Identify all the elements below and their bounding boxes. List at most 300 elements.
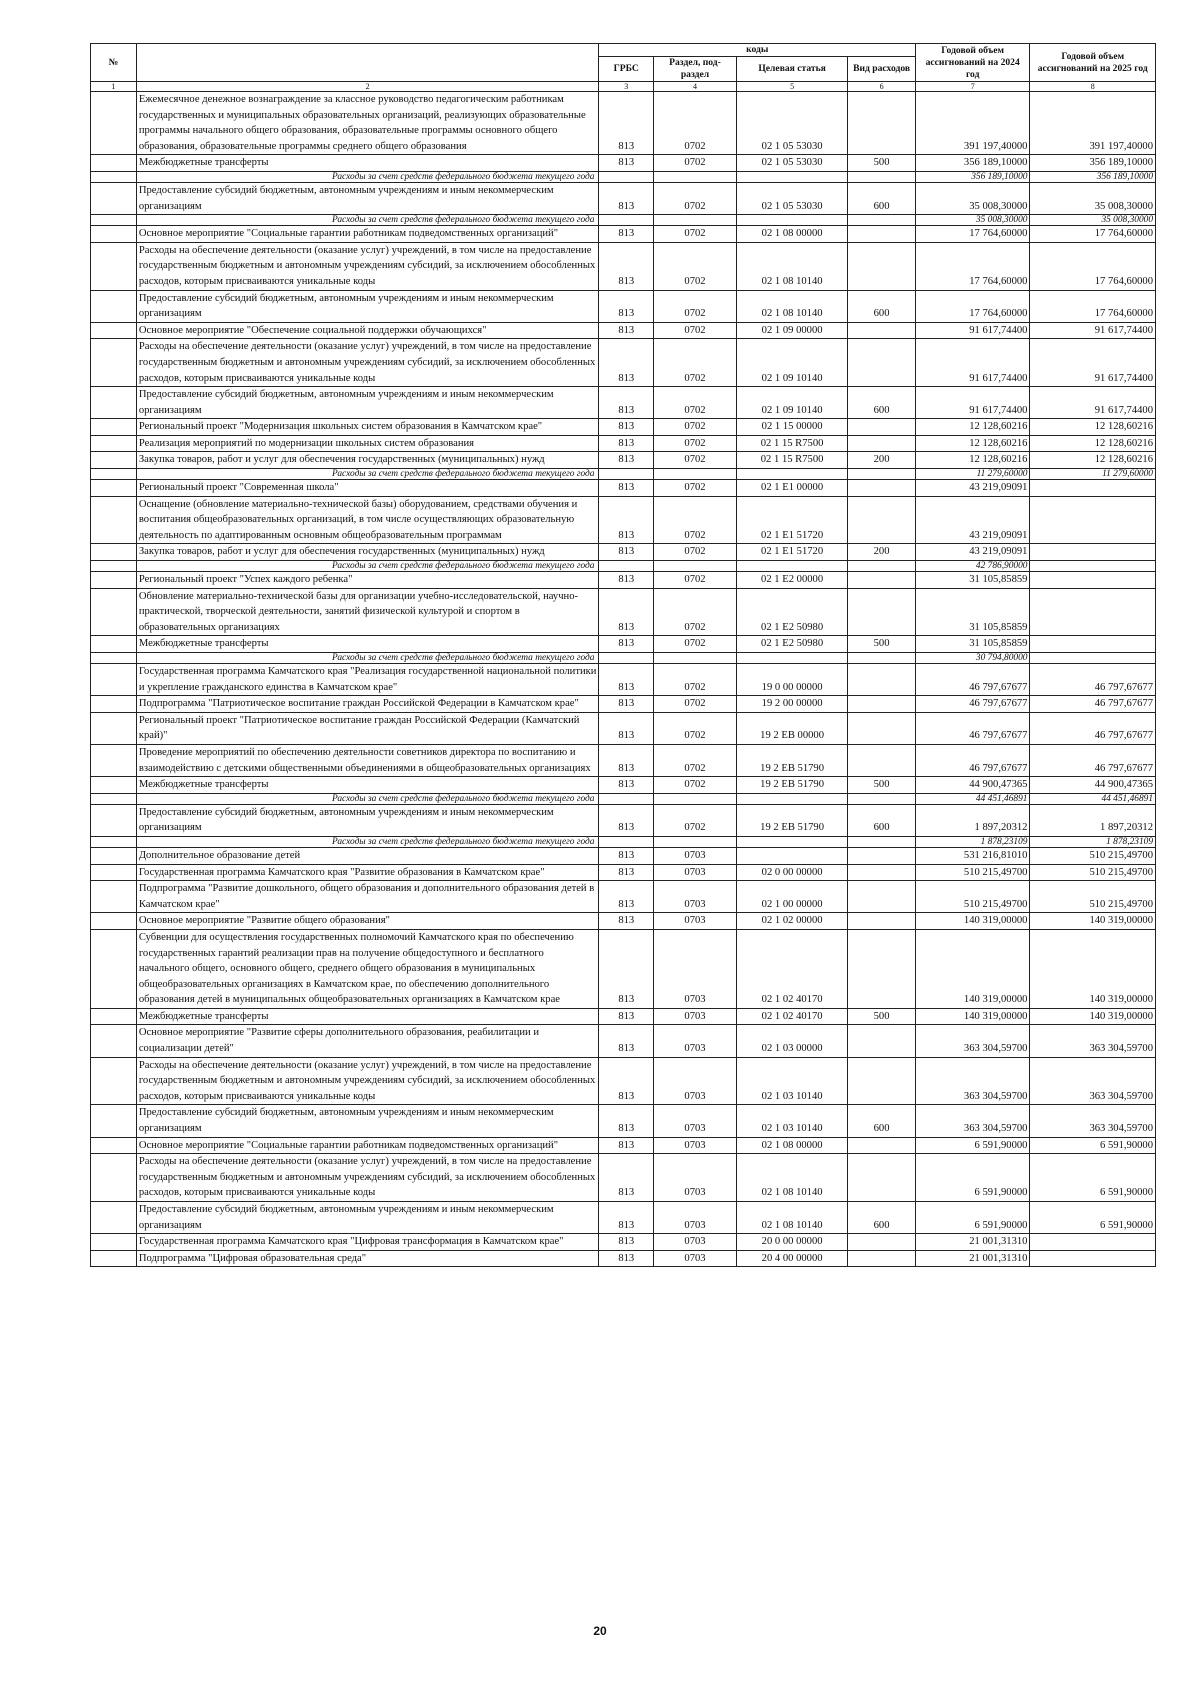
section-cell: 0703 xyxy=(654,864,737,881)
section-cell: 0702 xyxy=(654,480,737,497)
expense-type-cell: 200 xyxy=(848,452,916,469)
row-number-cell xyxy=(91,793,137,804)
target-item-cell: 02 1 08 10140 xyxy=(736,242,847,290)
section-cell: 0703 xyxy=(654,1057,737,1105)
grbs-cell xyxy=(599,653,654,664)
allocation-2024-cell: 17 764,60000 xyxy=(915,290,1030,322)
table-row xyxy=(91,1202,1156,1234)
expense-type-cell xyxy=(848,242,916,290)
allocation-2024-cell: 12 128,60216 xyxy=(915,452,1030,469)
column-number: 2 xyxy=(136,82,599,92)
section-cell: 0702 xyxy=(654,744,737,776)
row-name-cell: Предоставление субсидий бюджетным, автономным учреждениям и иным некоммерческим организациям xyxy=(136,290,599,322)
allocation-2025-cell: 363 304,59700 xyxy=(1030,1025,1156,1057)
allocation-2025-cell: 6 591,90000 xyxy=(1030,1202,1156,1234)
expense-type-cell xyxy=(848,215,916,226)
row-name-cell: Расходы за счет средств федерального бюджета текущего года xyxy=(136,561,599,572)
section-cell: 0702 xyxy=(654,636,737,653)
row-number-cell xyxy=(91,847,137,864)
target-item-cell: 02 1 08 00000 xyxy=(736,1137,847,1154)
table-row xyxy=(91,452,1156,469)
grbs-cell: 813 xyxy=(599,913,654,930)
allocation-2025-cell: 35 008,30000 xyxy=(1030,182,1156,214)
allocation-2024-cell: 42 786,90000 xyxy=(915,561,1030,572)
row-number-cell xyxy=(91,435,137,452)
allocation-2024-cell: 44 451,46891 xyxy=(915,793,1030,804)
expense-type-cell: 600 xyxy=(848,182,916,214)
allocation-2024-cell: 44 900,47365 xyxy=(915,777,1030,794)
grbs-cell: 813 xyxy=(599,1008,654,1025)
allocation-2024-cell: 43 219,09091 xyxy=(915,544,1030,561)
allocation-2025-cell xyxy=(1030,1234,1156,1251)
allocation-2024-cell: 91 617,74400 xyxy=(915,339,1030,387)
allocation-2025-cell: 140 319,00000 xyxy=(1030,1008,1156,1025)
allocation-2024-cell: 21 001,31310 xyxy=(915,1234,1030,1251)
allocation-2024-cell: 11 279,60000 xyxy=(915,469,1030,480)
allocation-2024-cell: 363 304,59700 xyxy=(915,1105,1030,1137)
allocation-2024-cell: 30 794,80000 xyxy=(915,653,1030,664)
target-item-cell: 20 4 00 00000 xyxy=(736,1250,847,1267)
allocation-2024-cell: 31 105,85859 xyxy=(915,572,1030,589)
expense-type-cell xyxy=(848,480,916,497)
row-number-cell xyxy=(91,1008,137,1025)
target-item-cell: 02 1 15 R7500 xyxy=(736,435,847,452)
allocation-2024-cell: 391 197,40000 xyxy=(915,92,1030,155)
federal-budget-row xyxy=(91,561,1156,572)
allocation-2025-cell: 46 797,67677 xyxy=(1030,744,1156,776)
table-row xyxy=(91,1008,1156,1025)
target-item-cell: 02 1 E1 00000 xyxy=(736,480,847,497)
row-name-cell: Государственная программа Камчатского края "Развитие образования в Камчатском крае" xyxy=(136,864,599,881)
allocation-2025-cell: 510 215,49700 xyxy=(1030,881,1156,913)
row-number-cell xyxy=(91,913,137,930)
target-item-cell: 19 2 EB 51790 xyxy=(736,777,847,794)
row-name-cell: Предоставление субсидий бюджетным, автономным учреждениям и иным некоммерческим организациям xyxy=(136,1105,599,1137)
allocation-2025-cell: 91 617,74400 xyxy=(1030,339,1156,387)
expense-type-cell: 600 xyxy=(848,1202,916,1234)
expense-type-cell xyxy=(848,664,916,696)
grbs-cell xyxy=(599,469,654,480)
target-item-cell: 02 1 09 10140 xyxy=(736,387,847,419)
expense-type-cell xyxy=(848,419,916,436)
row-name-cell: Обновление материально-технической базы для организации учебно-исследовательской, научно-практической, творческой деятельности, занятий физической культурой и спортом в образовательных организациях xyxy=(136,588,599,636)
federal-budget-row xyxy=(91,215,1156,226)
grbs-cell: 813 xyxy=(599,847,654,864)
table-row xyxy=(91,339,1156,387)
allocation-2025-cell: 510 215,49700 xyxy=(1030,864,1156,881)
allocation-2024-cell: 140 319,00000 xyxy=(915,1008,1030,1025)
row-number-cell xyxy=(91,1202,137,1234)
grbs-cell xyxy=(599,793,654,804)
target-item-cell: 20 0 00 00000 xyxy=(736,1234,847,1251)
allocation-2025-cell: 140 319,00000 xyxy=(1030,929,1156,1008)
target-item-cell xyxy=(736,793,847,804)
row-number-cell xyxy=(91,836,137,847)
grbs-cell: 813 xyxy=(599,1137,654,1154)
grbs-cell xyxy=(599,836,654,847)
target-item-cell: 02 1 E2 50980 xyxy=(736,636,847,653)
federal-budget-row xyxy=(91,793,1156,804)
row-number-cell xyxy=(91,544,137,561)
section-cell: 0703 xyxy=(654,1137,737,1154)
allocation-2024-cell: 35 008,30000 xyxy=(915,215,1030,226)
table-row xyxy=(91,913,1156,930)
section-cell: 0702 xyxy=(654,182,737,214)
expense-type-cell xyxy=(848,561,916,572)
grbs-cell: 813 xyxy=(599,290,654,322)
row-number-cell xyxy=(91,215,137,226)
row-number-cell xyxy=(91,290,137,322)
budget-table xyxy=(90,43,1156,1267)
row-number-cell xyxy=(91,588,137,636)
row-name-cell: Расходы за счет средств федерального бюджета текущего года xyxy=(136,215,599,226)
row-name-cell: Предоставление субсидий бюджетным, автономным учреждениям и иным некоммерческим организациям xyxy=(136,804,599,836)
allocation-2025-cell: 12 128,60216 xyxy=(1030,419,1156,436)
allocation-2025-cell xyxy=(1030,1250,1156,1267)
target-item-cell: 02 1 08 10140 xyxy=(736,1154,847,1202)
row-number-cell xyxy=(91,1105,137,1137)
expense-type-cell xyxy=(848,1234,916,1251)
allocation-2024-cell: 91 617,74400 xyxy=(915,322,1030,339)
row-name-cell: Субвенции для осуществления государственных полномочий Камчатского края по обеспечению государственных гарантий реализации прав на получение общедоступного и бесплатного начального общего, основного общего, среднего общего образования в муниципальных общеобразовательных организациях в Камчатском крае, по обеспечению дополнительного образования детей в муниципальных общеобразовательных организациях в Камчатском крае xyxy=(136,929,599,1008)
allocation-2025-cell: 356 189,10000 xyxy=(1030,155,1156,172)
allocation-2025-cell xyxy=(1030,544,1156,561)
table-row xyxy=(91,1057,1156,1105)
row-name-cell: Расходы за счет средств федерального бюджета текущего года xyxy=(136,836,599,847)
target-item-cell: 02 1 E1 51720 xyxy=(736,496,847,544)
table-row xyxy=(91,182,1156,214)
allocation-2024-cell: 140 319,00000 xyxy=(915,929,1030,1008)
grbs-cell: 813 xyxy=(599,588,654,636)
row-number-cell xyxy=(91,496,137,544)
table-row xyxy=(91,290,1156,322)
allocation-2025-cell: 363 304,59700 xyxy=(1030,1105,1156,1137)
section-cell: 0703 xyxy=(654,1154,737,1202)
row-name-cell: Государственная программа Камчатского края "Цифровая трансформация в Камчатском крае" xyxy=(136,1234,599,1251)
allocation-2024-cell: 363 304,59700 xyxy=(915,1057,1030,1105)
section-cell: 0702 xyxy=(654,155,737,172)
target-item-cell: 19 2 EB 51790 xyxy=(736,744,847,776)
allocation-2025-cell: 17 764,60000 xyxy=(1030,290,1156,322)
column-number: 4 xyxy=(654,82,737,92)
row-name-cell: Региональный проект "Патриотическое воспитание граждан Российской Федерации (Камчатский край)" xyxy=(136,712,599,744)
allocation-2025-cell: 391 197,40000 xyxy=(1030,92,1156,155)
target-item-cell: 02 1 E2 00000 xyxy=(736,572,847,589)
row-number-cell xyxy=(91,155,137,172)
grbs-cell: 813 xyxy=(599,929,654,1008)
header-section: Раздел, под-раздел xyxy=(654,57,737,82)
allocation-2024-cell: 43 219,09091 xyxy=(915,496,1030,544)
table-row xyxy=(91,419,1156,436)
grbs-cell: 813 xyxy=(599,452,654,469)
section-cell: 0702 xyxy=(654,804,737,836)
row-number-cell xyxy=(91,92,137,155)
expense-type-cell xyxy=(848,864,916,881)
table-row xyxy=(91,544,1156,561)
section-cell: 0702 xyxy=(654,572,737,589)
row-number-cell xyxy=(91,664,137,696)
row-name-cell: Подпрограмма "Патриотическое воспитание граждан Российской Федерации в Камчатском крае" xyxy=(136,696,599,713)
row-number-cell xyxy=(91,387,137,419)
grbs-cell: 813 xyxy=(599,1154,654,1202)
target-item-cell: 02 1 02 40170 xyxy=(736,929,847,1008)
section-cell: 0703 xyxy=(654,1202,737,1234)
expense-type-cell xyxy=(848,696,916,713)
grbs-cell: 813 xyxy=(599,339,654,387)
header-allocation-2025: Годовой объем ассигнований на 2025 год xyxy=(1030,44,1156,82)
section-cell: 0703 xyxy=(654,1234,737,1251)
row-number-cell xyxy=(91,1137,137,1154)
section-cell: 0703 xyxy=(654,913,737,930)
row-number-cell xyxy=(91,744,137,776)
column-number: 8 xyxy=(1030,82,1156,92)
allocation-2024-cell: 356 189,10000 xyxy=(915,155,1030,172)
row-number-cell xyxy=(91,696,137,713)
grbs-cell: 813 xyxy=(599,435,654,452)
allocation-2024-cell: 1 878,23109 xyxy=(915,836,1030,847)
target-item-cell: 02 1 05 53030 xyxy=(736,182,847,214)
section-cell: 0702 xyxy=(654,242,737,290)
table-row xyxy=(91,1025,1156,1057)
allocation-2024-cell: 46 797,67677 xyxy=(915,696,1030,713)
expense-type-cell xyxy=(848,1154,916,1202)
grbs-cell: 813 xyxy=(599,1025,654,1057)
expense-type-cell xyxy=(848,226,916,243)
grbs-cell: 813 xyxy=(599,881,654,913)
grbs-cell xyxy=(599,561,654,572)
table-row xyxy=(91,712,1156,744)
column-number: 7 xyxy=(915,82,1030,92)
allocation-2024-cell: 46 797,67677 xyxy=(915,744,1030,776)
section-cell: 0702 xyxy=(654,544,737,561)
allocation-2024-cell: 17 764,60000 xyxy=(915,242,1030,290)
allocation-2025-cell: 35 008,30000 xyxy=(1030,215,1156,226)
section-cell: 0703 xyxy=(654,929,737,1008)
header-target-item: Целевая статья xyxy=(736,57,847,82)
section-cell xyxy=(654,561,737,572)
row-name-cell: Расходы на обеспечение деятельности (оказание услуг) учреждений, в том числе на предоставление государственным бюджетным и автономным учреждениям субсидий, за исключением обособленных расходов, которым присваиваются уникальные коды xyxy=(136,339,599,387)
row-number-cell xyxy=(91,339,137,387)
expense-type-cell: 600 xyxy=(848,290,916,322)
allocation-2024-cell: 46 797,67677 xyxy=(915,712,1030,744)
allocation-2024-cell: 363 304,59700 xyxy=(915,1025,1030,1057)
allocation-2024-cell: 12 128,60216 xyxy=(915,435,1030,452)
allocation-2025-cell xyxy=(1030,496,1156,544)
section-cell: 0702 xyxy=(654,322,737,339)
target-item-cell xyxy=(736,653,847,664)
table-row xyxy=(91,744,1156,776)
header-name xyxy=(136,44,599,82)
allocation-2024-cell: 31 105,85859 xyxy=(915,588,1030,636)
table-row xyxy=(91,664,1156,696)
row-name-cell: Расходы на обеспечение деятельности (оказание услуг) учреждений, в том числе на предоставление государственным бюджетным и автономным учреждениям субсидий, за исключением обособленных расходов, которым присваиваются уникальные коды xyxy=(136,1057,599,1105)
section-cell: 0702 xyxy=(654,290,737,322)
row-number-cell xyxy=(91,636,137,653)
section-cell: 0702 xyxy=(654,387,737,419)
target-item-cell: 02 1 02 00000 xyxy=(736,913,847,930)
target-item-cell xyxy=(736,836,847,847)
allocation-2024-cell: 510 215,49700 xyxy=(915,881,1030,913)
table-row xyxy=(91,847,1156,864)
row-name-cell: Расходы на обеспечение деятельности (оказание услуг) учреждений, в том числе на предоставление государственным бюджетным и автономным учреждениям субсидий, за исключением обособленных расходов, которым присваиваются уникальные коды xyxy=(136,1154,599,1202)
table-row xyxy=(91,881,1156,913)
expense-type-cell xyxy=(848,793,916,804)
row-name-cell: Расходы за счет средств федерального бюджета текущего года xyxy=(136,469,599,480)
table-row xyxy=(91,572,1156,589)
expense-type-cell xyxy=(848,1137,916,1154)
row-number-cell xyxy=(91,804,137,836)
federal-budget-row xyxy=(91,653,1156,664)
section-cell xyxy=(654,215,737,226)
row-name-cell: Региональный проект "Современная школа" xyxy=(136,480,599,497)
section-cell: 0702 xyxy=(654,712,737,744)
section-cell: 0702 xyxy=(654,496,737,544)
target-item-cell: 02 1 09 00000 xyxy=(736,322,847,339)
allocation-2025-cell xyxy=(1030,480,1156,497)
federal-budget-row xyxy=(91,171,1156,182)
target-item-cell xyxy=(736,215,847,226)
allocation-2025-cell: 44 900,47365 xyxy=(1030,777,1156,794)
column-number: 6 xyxy=(848,82,916,92)
grbs-cell: 813 xyxy=(599,387,654,419)
target-item-cell xyxy=(736,847,847,864)
row-number-cell xyxy=(91,226,137,243)
target-item-cell: 19 2 EB 00000 xyxy=(736,712,847,744)
row-number-cell xyxy=(91,242,137,290)
grbs-cell: 813 xyxy=(599,636,654,653)
row-name-cell: Ежемесячное денежное вознаграждение за классное руководство педагогическим работникам государственных и муниципальных образовательных организаций, реализующих образовательные программы начального общего образования, образовательные программы основного общего образования, образовательные программы среднего общего образования xyxy=(136,92,599,155)
target-item-cell: 02 1 E2 50980 xyxy=(736,588,847,636)
expense-type-cell xyxy=(848,913,916,930)
column-number-row xyxy=(91,82,1156,92)
expense-type-cell xyxy=(848,469,916,480)
row-name-cell: Основное мероприятие "Социальные гарантии работникам подведомственных организаций" xyxy=(136,1137,599,1154)
row-number-cell xyxy=(91,929,137,1008)
section-cell: 0703 xyxy=(654,847,737,864)
table-row xyxy=(91,1154,1156,1202)
allocation-2024-cell: 46 797,67677 xyxy=(915,664,1030,696)
expense-type-cell: 500 xyxy=(848,777,916,794)
row-name-cell: Подпрограмма "Цифровая образовательная среда" xyxy=(136,1250,599,1267)
expense-type-cell xyxy=(848,92,916,155)
allocation-2025-cell xyxy=(1030,636,1156,653)
section-cell: 0702 xyxy=(654,452,737,469)
target-item-cell: 02 1 03 10140 xyxy=(736,1057,847,1105)
target-item-cell: 02 1 03 10140 xyxy=(736,1105,847,1137)
table-row xyxy=(91,588,1156,636)
target-item-cell: 02 1 05 53030 xyxy=(736,155,847,172)
expense-type-cell xyxy=(848,836,916,847)
allocation-2025-cell: 6 591,90000 xyxy=(1030,1137,1156,1154)
target-item-cell: 02 1 15 R7500 xyxy=(736,452,847,469)
row-number-cell xyxy=(91,881,137,913)
allocation-2025-cell: 363 304,59700 xyxy=(1030,1057,1156,1105)
allocation-2025-cell: 46 797,67677 xyxy=(1030,712,1156,744)
section-cell: 0703 xyxy=(654,1105,737,1137)
page-number: 20 xyxy=(593,1624,607,1638)
expense-type-cell: 600 xyxy=(848,387,916,419)
expense-type-cell xyxy=(848,712,916,744)
table-header xyxy=(91,44,1156,92)
row-name-cell: Межбюджетные трансферты xyxy=(136,1008,599,1025)
allocation-2025-cell: 356 189,10000 xyxy=(1030,171,1156,182)
table-row xyxy=(91,1105,1156,1137)
grbs-cell: 813 xyxy=(599,1057,654,1105)
grbs-cell: 813 xyxy=(599,777,654,794)
grbs-cell: 813 xyxy=(599,696,654,713)
grbs-cell: 813 xyxy=(599,744,654,776)
allocation-2024-cell: 510 215,49700 xyxy=(915,864,1030,881)
target-item-cell: 02 1 05 53030 xyxy=(736,92,847,155)
section-cell: 0702 xyxy=(654,696,737,713)
grbs-cell: 813 xyxy=(599,1234,654,1251)
allocation-2025-cell: 1 878,23109 xyxy=(1030,836,1156,847)
row-number-cell xyxy=(91,561,137,572)
header-number: № xyxy=(91,44,137,82)
allocation-2025-cell: 44 451,46891 xyxy=(1030,793,1156,804)
target-item-cell xyxy=(736,171,847,182)
allocation-2025-cell xyxy=(1030,588,1156,636)
allocation-2025-cell: 1 897,20312 xyxy=(1030,804,1156,836)
allocation-2025-cell xyxy=(1030,653,1156,664)
allocation-2024-cell: 12 128,60216 xyxy=(915,419,1030,436)
grbs-cell: 813 xyxy=(599,242,654,290)
expense-type-cell xyxy=(848,588,916,636)
row-number-cell xyxy=(91,1057,137,1105)
target-item-cell: 19 2 EB 51790 xyxy=(736,804,847,836)
table-row xyxy=(91,804,1156,836)
section-cell: 0702 xyxy=(654,435,737,452)
grbs-cell: 813 xyxy=(599,226,654,243)
grbs-cell: 813 xyxy=(599,480,654,497)
row-name-cell: Межбюджетные трансферты xyxy=(136,155,599,172)
expense-type-cell: 600 xyxy=(848,1105,916,1137)
row-name-cell: Дополнительное образование детей xyxy=(136,847,599,864)
grbs-cell: 813 xyxy=(599,544,654,561)
target-item-cell: 02 1 08 10140 xyxy=(736,1202,847,1234)
grbs-cell: 813 xyxy=(599,864,654,881)
grbs-cell: 813 xyxy=(599,419,654,436)
grbs-cell xyxy=(599,215,654,226)
target-item-cell: 02 1 00 00000 xyxy=(736,881,847,913)
federal-budget-row xyxy=(91,836,1156,847)
grbs-cell: 813 xyxy=(599,804,654,836)
grbs-cell: 813 xyxy=(599,182,654,214)
row-number-cell xyxy=(91,182,137,214)
allocation-2024-cell: 21 001,31310 xyxy=(915,1250,1030,1267)
allocation-2025-cell: 12 128,60216 xyxy=(1030,452,1156,469)
row-number-cell xyxy=(91,653,137,664)
expense-type-cell xyxy=(848,1250,916,1267)
grbs-cell: 813 xyxy=(599,496,654,544)
allocation-2024-cell: 6 591,90000 xyxy=(915,1202,1030,1234)
row-number-cell xyxy=(91,419,137,436)
row-name-cell: Расходы за счет средств федерального бюджета текущего года xyxy=(136,653,599,664)
allocation-2025-cell: 46 797,67677 xyxy=(1030,696,1156,713)
target-item-cell xyxy=(736,561,847,572)
row-name-cell: Государственная программа Камчатского края "Реализация государственной национальной политики и укрепление гражданского единства в Камчатском крае" xyxy=(136,664,599,696)
grbs-cell xyxy=(599,171,654,182)
allocation-2024-cell: 1 897,20312 xyxy=(915,804,1030,836)
section-cell xyxy=(654,836,737,847)
table-row xyxy=(91,226,1156,243)
row-name-cell: Основное мероприятие "Обеспечение социальной поддержки обучающихся" xyxy=(136,322,599,339)
allocation-2025-cell: 140 319,00000 xyxy=(1030,913,1156,930)
section-cell: 0702 xyxy=(654,92,737,155)
row-name-cell: Основное мероприятие "Социальные гарантии работникам подведомственных организаций" xyxy=(136,226,599,243)
row-name-cell: Реализация мероприятий по модернизации школьных систем образования xyxy=(136,435,599,452)
expense-type-cell: 500 xyxy=(848,1008,916,1025)
